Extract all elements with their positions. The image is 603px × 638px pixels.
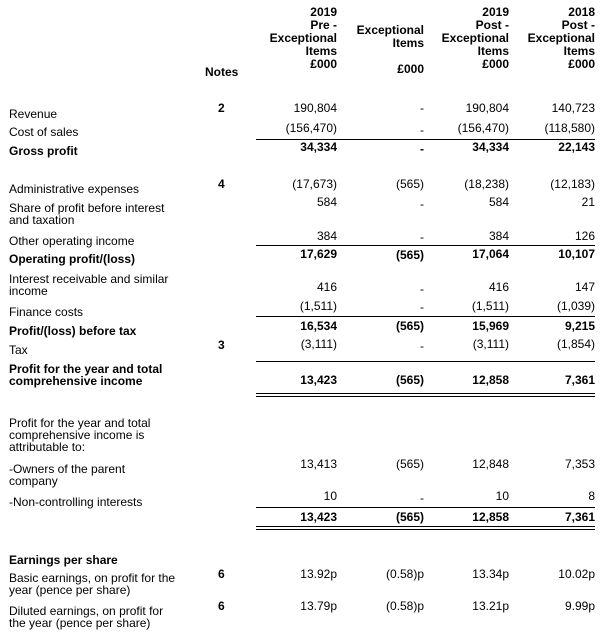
admin-c1: (17,673) xyxy=(292,177,337,191)
nci-c3: 10 xyxy=(495,489,509,503)
tax-label: Tax xyxy=(9,343,28,357)
nci-label: -Non-controlling interests xyxy=(9,495,143,509)
operating-profit-c4: 10,107 xyxy=(558,247,595,261)
tax-c3: (3,111) xyxy=(472,337,509,351)
total-c1: 13,423 xyxy=(300,510,337,524)
gross-profit-c4: 22,143 xyxy=(558,140,595,154)
gross-profit-c1: 34,334 xyxy=(300,140,337,154)
operating-profit-c2: (565) xyxy=(395,248,424,262)
other-income-label: Other operating income xyxy=(9,234,135,248)
admin-label: Administrative expenses xyxy=(9,182,140,196)
tax-c2: - xyxy=(420,339,424,353)
gross-profit-label: Gross profit xyxy=(9,144,78,158)
nci-c4: 8 xyxy=(588,489,595,503)
share-profit-c2: - xyxy=(420,197,424,211)
share-profit-c1: 584 xyxy=(316,195,337,209)
total-rule-bottom-1 xyxy=(256,526,595,527)
interest-receivable-c4: 147 xyxy=(574,280,595,294)
profit-year-rule-bottom-2 xyxy=(256,396,595,397)
diluted-eps-label: Diluted earnings, on profit for the year (pence per share) xyxy=(9,604,164,630)
pbt-c1: 16,534 xyxy=(300,319,337,333)
col3-header xyxy=(442,6,509,71)
basic-eps-c3: 13.34p xyxy=(472,567,509,581)
nci-c2: - xyxy=(420,491,424,505)
tax-c4: (1,854) xyxy=(556,337,595,351)
basic-eps-c1: 13.92p xyxy=(300,567,337,581)
profit-year-c3: 12,858 xyxy=(472,373,509,387)
diluted-eps-c2: (0.58)p xyxy=(385,599,424,613)
col3-line4: Items xyxy=(477,44,509,58)
revenue-c4: 140,723 xyxy=(551,101,595,115)
col4-line2: Post - xyxy=(561,18,595,32)
cost-of-sales-c1: (156,470) xyxy=(285,121,337,135)
notes-header: Notes xyxy=(205,65,239,79)
operating-profit-rule-top xyxy=(256,245,595,246)
cost-of-sales-c2: - xyxy=(420,123,424,137)
diluted-eps-c4: 9.99p xyxy=(564,599,595,613)
owners-c2: (565) xyxy=(395,457,424,471)
col4-currency: £000 xyxy=(568,57,595,71)
basic-eps-c2: (0.58)p xyxy=(385,567,424,581)
col2-header xyxy=(357,24,424,76)
basic-eps-c4: 10.02p xyxy=(558,567,595,581)
col2-line2: Items xyxy=(392,36,424,50)
operating-profit-c3: 17,064 xyxy=(472,247,509,261)
total-rule-bottom-2 xyxy=(256,529,595,530)
gross-profit-c2: - xyxy=(420,142,424,156)
col1-year: 2019 xyxy=(310,5,337,19)
diluted-eps-c1: 13.79p xyxy=(300,599,337,613)
revenue-c3: 190,804 xyxy=(465,101,509,115)
attributable-label: Profit for the year and total comprehensive income is attributable to: xyxy=(9,416,151,454)
nci-c1: 10 xyxy=(323,489,337,503)
profit-year-c1: 13,423 xyxy=(300,373,337,387)
pbt-c2: (565) xyxy=(395,319,424,333)
col1-header xyxy=(270,6,337,71)
profit-year-label: Profit for the year and total comprehensive income xyxy=(9,362,163,388)
col3-line2: Post - xyxy=(475,18,509,32)
other-income-c1: 384 xyxy=(316,229,337,243)
total-rule-top xyxy=(256,507,595,508)
revenue-c1: 190,804 xyxy=(293,101,337,115)
tax-c1: (3,111) xyxy=(300,337,337,351)
finance-costs-label: Finance costs xyxy=(9,305,84,319)
interest-receivable-label: Interest receivable and similar income xyxy=(9,272,169,298)
revenue-c2: - xyxy=(420,101,424,115)
finance-costs-c4: (1,039) xyxy=(556,299,595,313)
col3-line3: Exceptional xyxy=(441,31,509,45)
col2-currency: £000 xyxy=(397,62,424,76)
col1-line3: Exceptional xyxy=(269,31,337,45)
owners-label: -Owners of the parent company xyxy=(9,462,126,488)
admin-c3: (18,238) xyxy=(464,177,509,191)
col3-year: 2019 xyxy=(482,5,509,19)
admin-note: 4 xyxy=(218,177,225,191)
interest-receivable-c1: 416 xyxy=(316,280,337,294)
profit-year-rule-bottom-1 xyxy=(256,393,595,394)
total-c3: 12,858 xyxy=(472,510,509,524)
col2-line1: Exceptional xyxy=(356,23,424,37)
cost-of-sales-c4: (118,580) xyxy=(544,121,595,135)
pbt-c3: 15,969 xyxy=(472,319,509,333)
gross-profit-c3: 34,334 xyxy=(472,140,509,154)
eps-label: Earnings per share xyxy=(9,553,118,567)
other-income-c3: 384 xyxy=(488,229,509,243)
other-income-c4: 126 xyxy=(574,229,595,243)
interest-receivable-c3: 416 xyxy=(488,280,509,294)
pbt-rule-top xyxy=(256,316,595,317)
owners-c3: 12,848 xyxy=(472,457,509,471)
other-income-c2: - xyxy=(420,230,424,244)
operating-profit-label: Operating profit/(loss) xyxy=(9,252,135,266)
admin-c2: (565) xyxy=(395,177,424,191)
col1-line4: Items xyxy=(305,44,337,58)
interest-receivable-c2: - xyxy=(420,282,424,296)
finance-costs-c3: (1,511) xyxy=(471,299,509,313)
total-c2: (565) xyxy=(395,510,424,524)
basic-eps-note: 6 xyxy=(218,567,225,581)
basic-eps-label: Basic earnings, on profit for the year (pence per share) xyxy=(9,571,176,597)
col4-year: 2018 xyxy=(568,5,595,19)
admin-c4: (12,183) xyxy=(550,177,595,191)
col3-currency: £000 xyxy=(482,57,509,71)
diluted-eps-note: 6 xyxy=(218,599,225,613)
finance-costs-c2: - xyxy=(420,300,424,314)
tax-note: 3 xyxy=(218,338,225,352)
profit-year-c4: 7,361 xyxy=(564,373,595,387)
cost-of-sales-label: Cost of sales xyxy=(9,125,79,139)
share-profit-c3: 584 xyxy=(488,195,509,209)
owners-c1: 13,413 xyxy=(300,457,337,471)
profit-year-rule-top xyxy=(256,361,595,362)
pbt-c4: 9,215 xyxy=(564,319,595,333)
share-profit-label: Share of profit before interest and taxation xyxy=(9,201,165,227)
operating-profit-c1: 17,629 xyxy=(300,247,337,261)
pbt-label: Profit/(loss) before tax xyxy=(9,324,137,338)
diluted-eps-c3: 13.21p xyxy=(472,599,509,613)
owners-c4: 7,353 xyxy=(564,457,595,471)
col1-line2: Pre - xyxy=(310,18,337,32)
revenue-note: 2 xyxy=(218,101,225,115)
share-profit-c4: 21 xyxy=(581,195,595,209)
profit-year-c2: (565) xyxy=(395,373,424,387)
col4-line3: Exceptional xyxy=(527,31,595,45)
col4-line4: Items xyxy=(563,44,595,58)
col1-currency: £000 xyxy=(310,57,337,71)
col4-header xyxy=(528,6,595,71)
finance-costs-c1: (1,511) xyxy=(299,299,337,313)
revenue-label: Revenue xyxy=(9,107,58,121)
cost-of-sales-c3: (156,470) xyxy=(457,121,509,135)
total-c4: 7,361 xyxy=(564,510,595,524)
